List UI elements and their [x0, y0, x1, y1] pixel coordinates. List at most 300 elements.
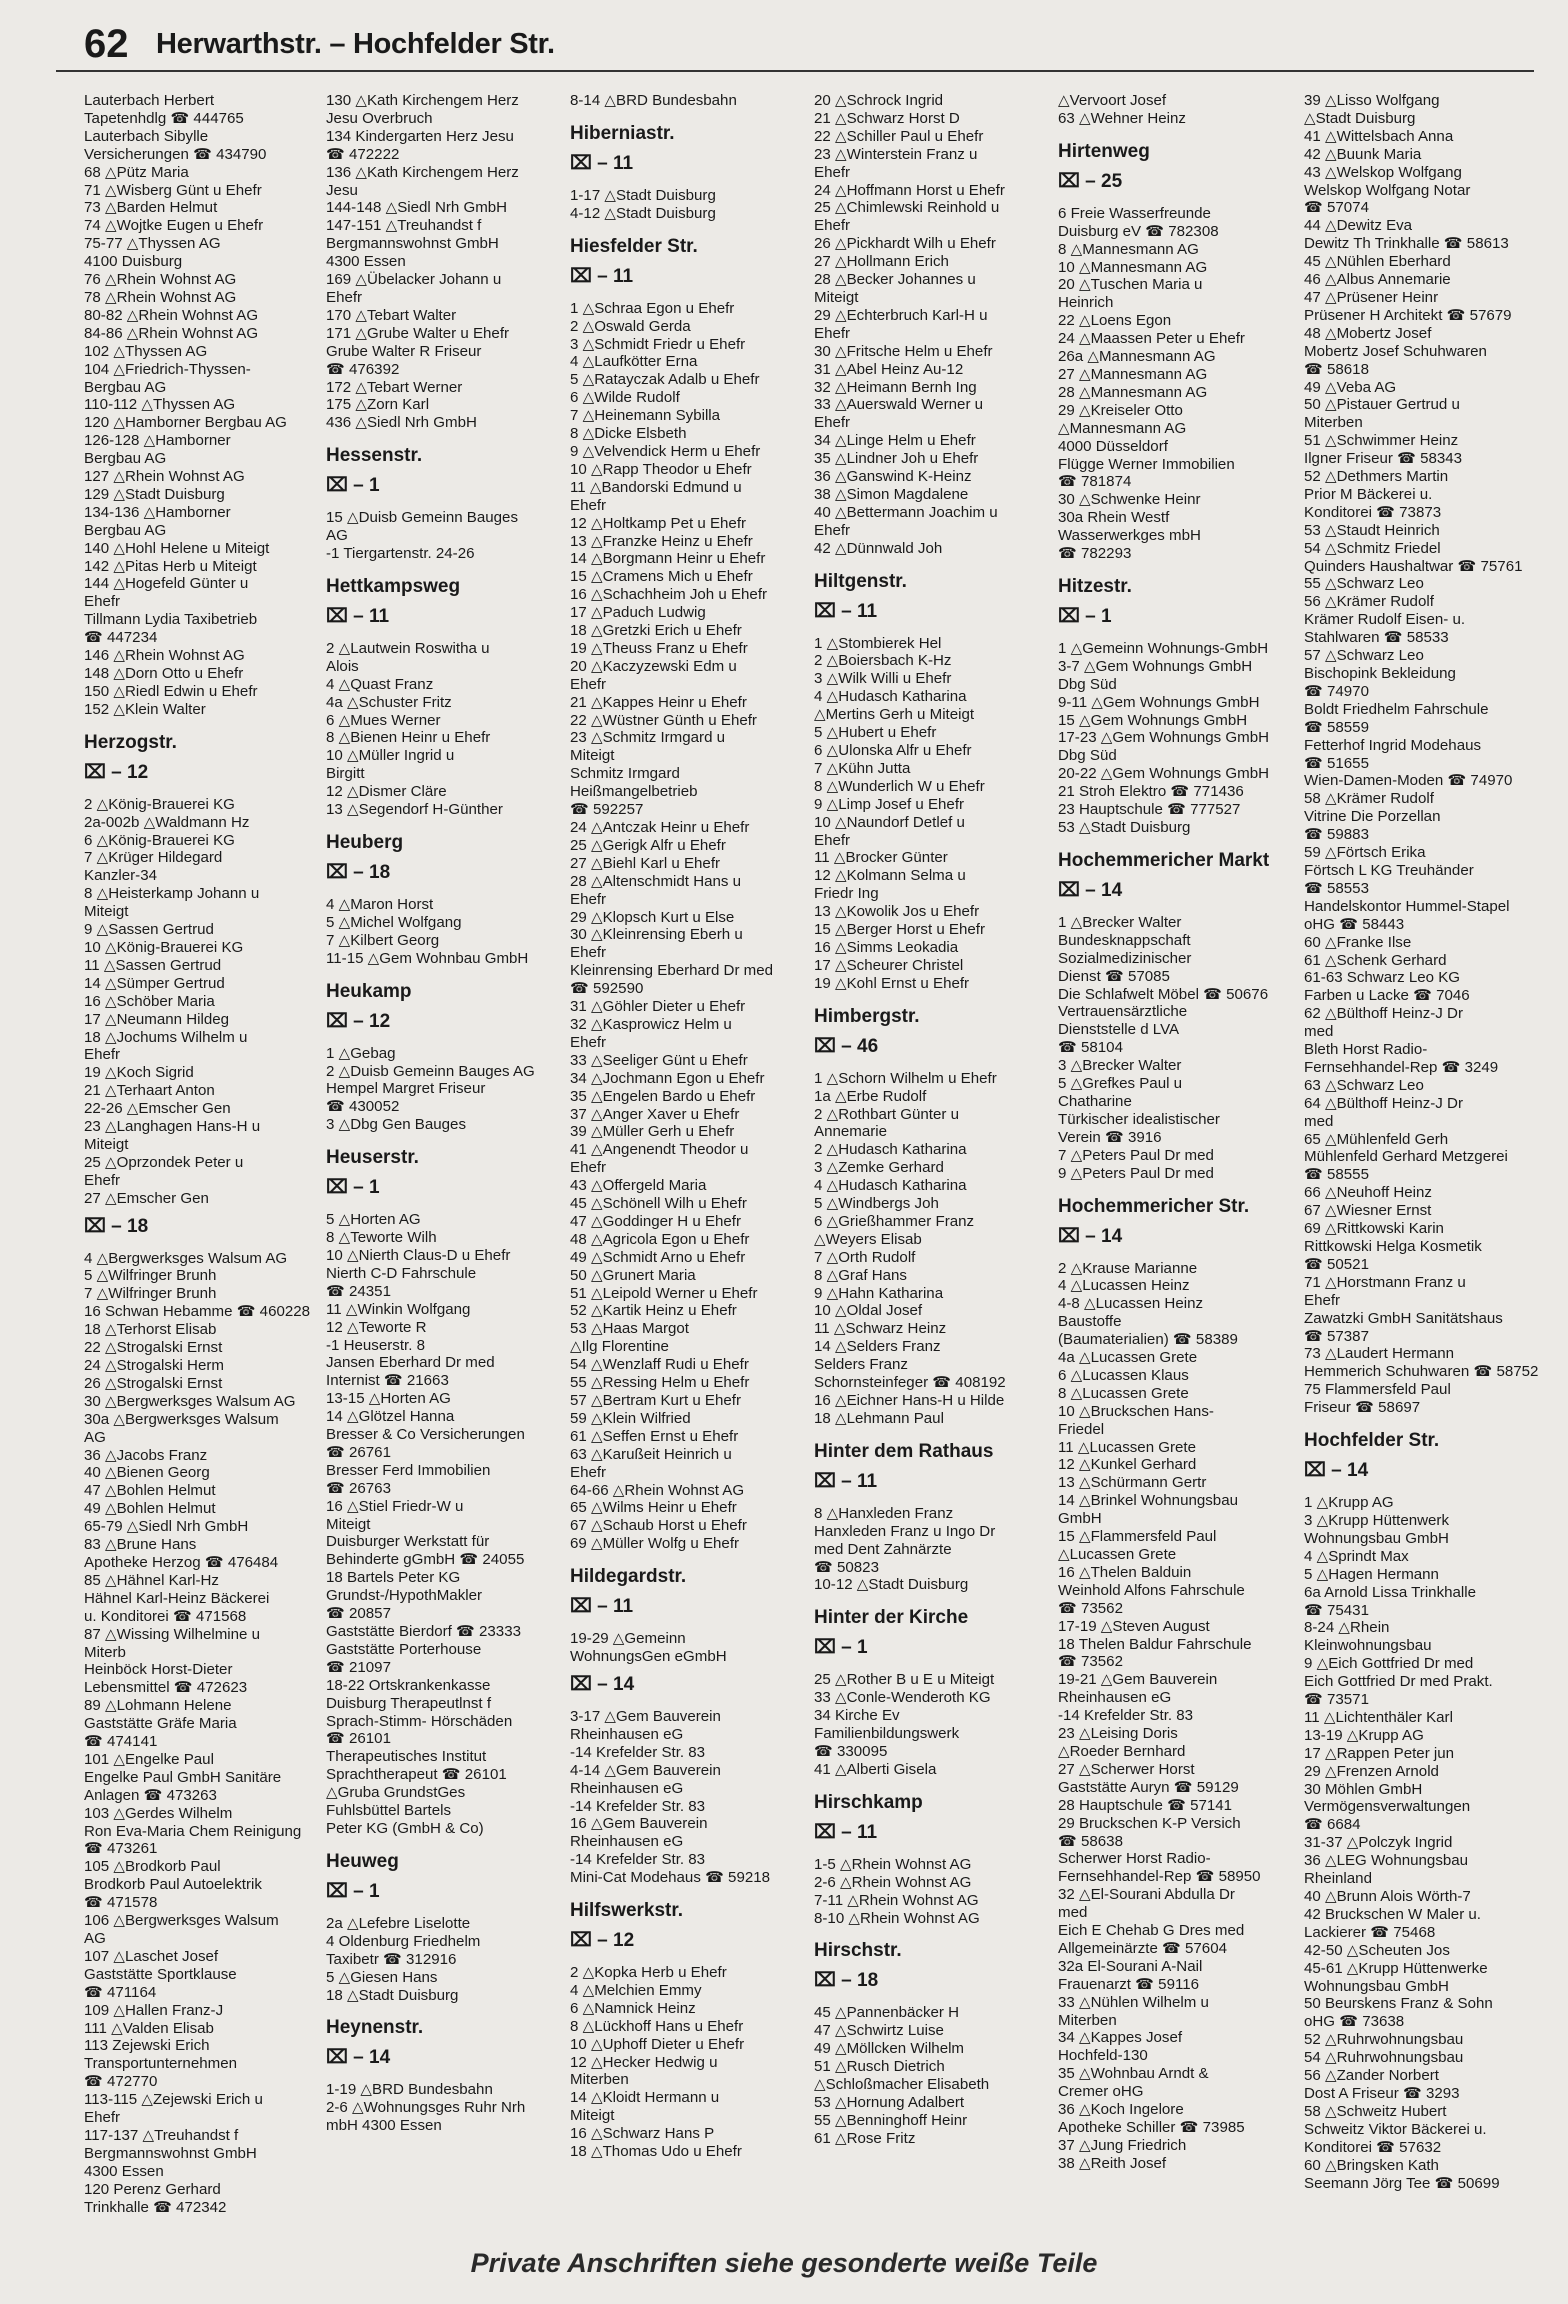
- directory-entry: 50 Beurskens Franz & Sohn: [1304, 1995, 1493, 2013]
- directory-entry: Mühlenfeld Gerhard Metzgerei: [1304, 1148, 1508, 1166]
- directory-entry: ☎ 58555: [1304, 1166, 1369, 1184]
- directory-entry: Friedel: [1058, 1420, 1105, 1438]
- directory-entry: 24 △Antczak Heinr u Ehefr: [570, 819, 750, 836]
- directory-entry: Versicherungen ☎ 434790: [84, 145, 267, 163]
- directory-entry: 1a △Erbe Rudolf: [814, 1087, 927, 1105]
- directory-entry: Lebensmittel ☎ 472623: [84, 1679, 248, 1697]
- directory-entry: Duisburg eV ☎ 782308: [1058, 222, 1219, 240]
- directory-entry: 4-8 △Lucassen Heinz: [1058, 1295, 1204, 1313]
- directory-entry: 20-22 △Gem Wohnungs GmbH: [1058, 765, 1269, 783]
- street-heading: Hirtenweg: [1058, 140, 1150, 162]
- directory-entry: 83 △Brune Hans: [84, 1536, 197, 1554]
- postal-district: ⌧ – 18: [814, 1970, 879, 1992]
- directory-entry: 11 △Brocker Günter: [814, 849, 948, 867]
- directory-entry: 13-19 △Krupp AG: [1304, 1726, 1424, 1744]
- directory-entry: 2 △Boiersbach K-Hz: [814, 652, 952, 670]
- directory-entry: 65 △Wilms Heinr u Ehefr: [570, 1499, 737, 1517]
- directory-entry: 109 △Hallen Franz-J: [84, 2001, 224, 2019]
- directory-entry: 61 △Schenk Gerhard: [1304, 951, 1447, 969]
- directory-entry: 15 △Berger Horst u Ehefr: [814, 921, 986, 939]
- directory-entry: Grube Walter R Friseur: [326, 342, 482, 360]
- directory-entry: Alois: [326, 657, 359, 675]
- directory-entry: Ehefr: [326, 288, 363, 306]
- directory-entry: 9 △Velvendick Herm u Ehefr: [570, 442, 761, 460]
- directory-entry: Fetterhof Ingrid Modehaus: [1304, 736, 1482, 754]
- directory-entry: 2 △Kopka Herb u Ehefr: [570, 1964, 727, 1982]
- directory-entry: 8 △Lückhoff Hans u Ehefr: [570, 2017, 744, 2035]
- directory-entry: Vertrauensärztliche: [1058, 1003, 1188, 1021]
- directory-entry: 9 △Hahn Katharina: [814, 1284, 944, 1302]
- street-heading: Hiesfelder Str.: [570, 235, 698, 257]
- directory-entry: 5 △Grefkes Paul u: [1058, 1075, 1183, 1093]
- directory-entry: 10 △Uphoff Dieter u Ehefr: [570, 2035, 745, 2053]
- postal-district: ⌧ – 14: [1058, 879, 1123, 901]
- directory-entry: Vitrine Die Porzellan: [1304, 808, 1441, 826]
- directory-entry: 8 △Teworte Wilh: [326, 1229, 437, 1247]
- directory-entry: Grundst-/HypothMakler: [326, 1587, 483, 1605]
- directory-entry: 56 △Krämer Rudolf: [1304, 593, 1434, 611]
- directory-entry: 169 △Übelacker Johann u: [326, 271, 502, 289]
- directory-entry: 1 △Krupp AG: [1304, 1494, 1394, 1512]
- directory-entry: ☎ 58638: [1058, 1832, 1123, 1850]
- directory-entry: 9 △Limp Josef u Ehefr: [814, 795, 965, 813]
- directory-entry: Gaststätte Sportklause: [84, 1965, 237, 1983]
- directory-entry: 32 △Heimann Bernh Ing: [814, 378, 977, 396]
- directory-entry: 48 △Mobertz Josef: [1304, 324, 1432, 342]
- directory-entry: Frauenarzt ☎ 59116: [1058, 1975, 1200, 1993]
- directory-entry: 8 △Heisterkamp Johann u: [84, 885, 260, 903]
- directory-entry: ☎ 58618: [1304, 360, 1369, 378]
- directory-entry: 17 △Scheurer Christel: [814, 956, 964, 974]
- directory-entry: 20 △Schrock Ingrid: [814, 92, 944, 109]
- directory-entry: 11 △Schwarz Heinz: [814, 1320, 947, 1338]
- directory-entry: Behinderte gGmbH ☎ 24055: [326, 1551, 525, 1569]
- directory-entry: Ehefr: [814, 521, 851, 539]
- directory-entry: Sprachtherapeut ☎ 26101: [326, 1766, 507, 1784]
- directory-entry: 18 Thelen Baldur Fahrschule: [1058, 1635, 1252, 1653]
- directory-entry: 3 △Dbg Gen Bauges: [326, 1116, 466, 1134]
- directory-entry: 13-15 △Horten AG: [326, 1390, 451, 1408]
- directory-entry: 14 △Kloidt Hermann u: [570, 2089, 720, 2107]
- directory-entry: Ehefr: [570, 1033, 607, 1051]
- directory-entry: ☎ 592590: [570, 980, 644, 998]
- directory-entry: Baustoffe: [1058, 1313, 1122, 1331]
- directory-entry: 113 Zejewski Erich: [84, 2037, 210, 2055]
- directory-entry: 8-10 △Rhein Wohnst AG: [814, 1909, 980, 1927]
- postal-district: ⌧ – 12: [326, 1010, 391, 1032]
- directory-entry: Rheinhausen eG: [570, 1725, 684, 1743]
- directory-entry: 28 △Mannesmann AG: [1058, 383, 1208, 401]
- directory-entry: Lackierer ☎ 75468: [1304, 1923, 1436, 1941]
- street-heading: Hochfelder Str.: [1304, 1430, 1440, 1452]
- directory-entry: Apotheke Schiller ☎ 73985: [1058, 2119, 1245, 2136]
- directory-entry: ☎ 50521: [1304, 1255, 1369, 1273]
- directory-entry: 10 △Nierth Claus-D u Ehefr: [326, 1246, 511, 1264]
- directory-entry: 7 △Wilfringer Brunh: [84, 1285, 217, 1303]
- directory-entry: ☎ 430052: [326, 1098, 400, 1116]
- directory-entry: 10 △Rapp Theodor u Ehefr: [570, 460, 752, 478]
- directory-entry: ☎ 472222: [326, 145, 400, 163]
- directory-entry: Brodkorb Paul Autoelektrik: [84, 1876, 262, 1894]
- directory-entry: 3 △Brecker Walter: [1058, 1057, 1182, 1075]
- directory-entry: 172 △Tebart Werner: [326, 378, 463, 396]
- directory-entry: 10-12 △Stadt Duisburg: [814, 1576, 969, 1594]
- directory-entry: 16 △Simms Leokadia: [814, 938, 959, 956]
- directory-entry: 27 △Scherwer Horst: [1058, 1760, 1195, 1778]
- directory-entry: 6 Freie Wasserfreunde: [1058, 204, 1211, 222]
- directory-entry: Ehefr: [570, 675, 607, 693]
- directory-entry: med: [1304, 1112, 1334, 1130]
- directory-entry: 142 △Pitas Herb u Miteigt: [84, 557, 257, 575]
- directory-entry: 26a △Mannesmann AG: [1058, 348, 1216, 366]
- directory-entry: ☎ 471164: [84, 1983, 157, 2001]
- directory-entry: 69 △Müller Wolfg u Ehefr: [570, 1535, 740, 1553]
- directory-entry: ☎ 6684: [1304, 1816, 1361, 1834]
- directory-entry: 51 △Rusch Dietrich: [814, 2058, 945, 2076]
- directory-entry: 23 Hauptschule ☎ 777527: [1058, 801, 1241, 819]
- directory-entry: 24 △Strogalski Herm: [84, 1357, 224, 1374]
- directory-entry: 35 △Lindner Joh u Ehefr: [814, 450, 979, 468]
- directory-entry: 29 △Klopsch Kurt u Else: [570, 908, 735, 926]
- directory-entry: 14 △Glötzel Hanna: [326, 1408, 455, 1426]
- directory-entry: △Vervoort Josef: [1058, 92, 1167, 109]
- directory-entry: 33 △Nühlen Wilhelm u: [1058, 1993, 1209, 2011]
- directory-entry: (Baumaterialien) ☎ 58389: [1058, 1331, 1238, 1349]
- directory-entry: 1-5 △Rhein Wohnst AG: [814, 1855, 972, 1873]
- directory-entry: Friseur ☎ 58697: [1304, 1399, 1421, 1417]
- directory-entry: 1 △Schraa Egon u Ehefr: [570, 299, 735, 317]
- street-heading: Heuserstr.: [326, 1147, 419, 1169]
- directory-entry: Wien-Damen-Moden ☎ 74970: [1304, 772, 1513, 790]
- directory-entry: 3-7 △Gem Wohnungs GmbH: [1058, 657, 1253, 675]
- directory-entry: 65-79 △Siedl Nrh GmbH: [84, 1518, 249, 1536]
- directory-entry: 38 △Simon Magdalene: [814, 485, 969, 503]
- directory-entry: 64 △Bülthoff Heinz-J Dr: [1304, 1094, 1463, 1112]
- directory-entry: 45 △Schönell Wilh u Ehefr: [570, 1195, 747, 1213]
- street-heading: Hilfswerkstr.: [570, 1900, 683, 1922]
- directory-entry: Rheinland: [1304, 1870, 1372, 1888]
- directory-entry: 73 △Laudert Hermann: [1304, 1345, 1455, 1363]
- directory-entry: 34 △Linge Helm u Ehefr: [814, 432, 976, 450]
- directory-entry: 30 △Schwenke Heinr: [1058, 491, 1201, 509]
- directory-entry: Anlagen ☎ 473263: [84, 1786, 217, 1804]
- postal-district: ⌧ – 1: [326, 1880, 380, 1902]
- directory-entry: 148 △Dorn Otto u Ehefr: [84, 665, 244, 682]
- directory-entry: 6 △Grießhammer Franz: [814, 1212, 975, 1230]
- directory-entry: u. Konditorei ☎ 471568: [84, 1607, 247, 1625]
- directory-entry: Kleinwohnungsbau: [1304, 1637, 1432, 1655]
- directory-entry: 23 △Schmitz Irmgard u: [570, 729, 726, 747]
- directory-entry: 2 △Duisb Gemeinn Bauges AG: [326, 1062, 535, 1080]
- directory-entry: 25 △Rother B u E u Miteigt: [814, 1671, 995, 1689]
- directory-entry: Welskop Wolfgang Notar: [1304, 181, 1471, 199]
- directory-entry: △Lucassen Grete: [1058, 1546, 1177, 1563]
- directory-entry: 60 △Franke Ilse: [1304, 933, 1412, 951]
- directory-entry: 15 △Cramens Mich u Ehefr: [570, 568, 753, 586]
- directory-entry: 8 △Lucassen Grete: [1058, 1384, 1189, 1402]
- street-heading: Himbergstr.: [814, 1005, 920, 1027]
- directory-entry: 4a △Lucassen Grete: [1058, 1349, 1198, 1367]
- directory-entry: △Weyers Elisab: [814, 1230, 922, 1248]
- directory-entry: 17-19 △Steven August: [1058, 1617, 1210, 1635]
- directory-entry: Lauterbach Sibylle: [84, 127, 209, 145]
- directory-entry: 42 Bruckschen W Maler u.: [1304, 1905, 1481, 1923]
- directory-entry: △Ilg Florentine: [570, 1338, 669, 1356]
- directory-entry: 69 △Rittkowski Karin: [1304, 1220, 1444, 1238]
- directory-entry: 3 △Schmidt Friedr u Ehefr: [570, 335, 746, 353]
- directory-entry: Farben u Lacke ☎ 7046: [1304, 987, 1470, 1005]
- directory-entry: 16 △Thelen Balduin: [1058, 1563, 1192, 1581]
- directory-entry: 106 △Bergwerksges Walsum: [84, 1912, 279, 1930]
- directory-entry: △Mannesmann AG: [1058, 419, 1187, 437]
- directory-entry: 39 △Müller Gerh u Ehefr: [570, 1123, 735, 1141]
- directory-entry: 25 △Oprzondek Peter u: [84, 1153, 244, 1171]
- footer-note: Private Anschriften siehe gesonderte weiße Teile: [470, 2248, 1098, 2278]
- directory-entry: 134-136 △Hamborner: [84, 503, 231, 521]
- directory-entry: 3 △Zemke Gerhard: [814, 1159, 944, 1177]
- directory-entry: ☎ 73571: [1304, 1691, 1369, 1709]
- directory-entry: 10 △Naundorf Detlef u: [814, 813, 965, 831]
- street-heading: Hildegardstr.: [570, 1566, 687, 1588]
- directory-entry: Prüsener H Architekt ☎ 57679: [1304, 306, 1512, 324]
- directory-entry: Gaststätte Auryn ☎ 59129: [1058, 1778, 1239, 1796]
- directory-entry: 3 △Krupp Hüttenwerk: [1304, 1511, 1450, 1529]
- directory-entry: Ehefr: [570, 944, 607, 962]
- directory-entry: 67 △Wiesner Ernst: [1304, 1202, 1432, 1220]
- directory-entry: Hochfeld-130: [1058, 2047, 1148, 2065]
- directory-entry: 22 △Schiller Paul u Ehefr: [814, 127, 984, 145]
- directory-entry: 55 △Benninghoff Heinr: [814, 2111, 968, 2129]
- directory-entry: 89 △Lohmann Helene: [84, 1697, 232, 1715]
- directory-entry: ☎ 447234: [84, 629, 158, 647]
- directory-entry: Wohnungsbau GmbH: [1304, 1977, 1449, 1995]
- directory-entry: 85 △Hähnel Karl-Hz: [84, 1571, 219, 1589]
- directory-entry: 19 △Koch Sigrid: [84, 1064, 194, 1082]
- directory-entry: 31 △Abel Heinz Au-12: [814, 360, 964, 378]
- directory-entry: 4 △Bergwerksges Walsum AG: [84, 1249, 288, 1267]
- directory-entry: 29 △Echterbruch Karl-H u: [814, 306, 988, 324]
- directory-entry: 49 △Bohlen Helmut: [84, 1500, 216, 1518]
- directory-entry: 18 △Gretzki Erich u Ehefr: [570, 622, 742, 640]
- postal-district: ⌧ – 1: [326, 475, 380, 497]
- directory-entry: 78 △Rhein Wohnst AG: [84, 288, 237, 306]
- directory-entry: 9-11 △Gem Wohnungs GmbH: [1058, 693, 1260, 711]
- directory-entry: Annemarie: [814, 1123, 887, 1141]
- directory-entry: -14 Krefelder Str. 83: [570, 1797, 706, 1815]
- directory-entry: Wasserwerkges mbH: [1058, 527, 1201, 545]
- street-heading: Hirschstr.: [814, 1940, 902, 1962]
- directory-entry: Ehefr: [814, 217, 851, 235]
- directory-entry: Miteigt: [814, 288, 859, 306]
- directory-entry: 13 △Segendorf H-Günther: [326, 801, 503, 819]
- directory-entry: Bischopink Bekleidung: [1304, 665, 1456, 682]
- directory-entry: 64-66 △Rhein Wohnst AG: [570, 1481, 745, 1499]
- directory-entry: Dewitz Th Trinkhalle ☎ 58613: [1304, 235, 1509, 253]
- directory-entry: -14 Krefelder Str. 83: [570, 1851, 706, 1869]
- street-heading: Hochemmericher Markt: [1058, 849, 1270, 871]
- directory-entry: 10 △König-Brauerei KG: [84, 938, 244, 956]
- directory-entry: Mobertz Josef Schuhwaren: [1304, 342, 1487, 360]
- page-title: Herwarthstr. – Hochfelder Str.: [156, 28, 555, 60]
- directory-entry: 4300 Essen: [84, 2162, 164, 2180]
- directory-entry: 6 △Lucassen Klaus: [1058, 1366, 1189, 1384]
- street-heading: Hochemmericher Str.: [1058, 1195, 1250, 1217]
- directory-entry: Ehefr: [84, 1046, 121, 1064]
- directory-entry: Rheinhausen eG: [1058, 1689, 1172, 1707]
- directory-entry: 20 △Tuschen Maria u: [1058, 276, 1203, 294]
- directory-entry: 30a △Bergwerksges Walsum: [84, 1410, 279, 1428]
- directory-entry: Miteigt: [326, 1515, 371, 1533]
- directory-entry: 65 △Mühlenfeld Gerh: [1304, 1130, 1449, 1148]
- directory-entry: 45-61 △Krupp Hüttenwerke: [1304, 1959, 1488, 1977]
- directory-entry: 18 △Jochums Wilhelm u: [84, 1028, 248, 1046]
- directory-entry: Dienst ☎ 57085: [1058, 967, 1170, 985]
- directory-entry: 5 △Horten AG: [326, 1211, 421, 1229]
- directory-entry: 117-137 △Treuhandst f: [84, 2126, 239, 2144]
- directory-entry: 19 △Kohl Ernst u Ehefr: [814, 974, 970, 992]
- directory-entry: 42 △Buunk Maria: [1304, 145, 1422, 163]
- directory-entry: 57 △Schwarz Leo: [1304, 647, 1424, 665]
- directory-entry: 50 △Grunert Maria: [570, 1266, 696, 1284]
- directory-entry: 53 △Staudt Heinrich: [1304, 521, 1440, 539]
- street-heading: Hinter der Kirche: [814, 1607, 969, 1629]
- directory-entry: 51 △Leipold Werner u Ehefr: [570, 1284, 758, 1302]
- directory-entry: Ron Eva-Maria Chem Reinigung: [84, 1822, 302, 1840]
- directory-entry: 17 △Rappen Peter jun: [1304, 1744, 1455, 1762]
- postal-district: ⌧ – 11: [814, 1821, 878, 1843]
- directory-entry: ☎ 58553: [1304, 879, 1369, 897]
- directory-entry: 45 △Pannenbäcker H: [814, 2004, 960, 2022]
- directory-entry: 33 △Auerswald Werner u: [814, 396, 984, 414]
- directory-entry: 41 △Alberti Gisela: [814, 1760, 937, 1778]
- directory-entry: 27 △Mannesmann AG: [1058, 365, 1208, 383]
- directory-entry: 1-17 △Stadt Duisburg: [570, 186, 716, 204]
- directory-entry: Ehefr: [570, 496, 607, 514]
- directory-entry: ☎ 73562: [1058, 1599, 1123, 1617]
- directory-entry: 12 △Holtkamp Pet u Ehefr: [570, 514, 747, 532]
- directory-entry: 4 △Laufkötter Erna: [570, 353, 698, 371]
- directory-entry: 136 △Kath Kirchengem Herz: [326, 163, 519, 181]
- directory-entry: 5 △Wilfringer Brunh: [84, 1267, 217, 1285]
- directory-entry: 52 △Dethmers Martin: [1304, 468, 1449, 486]
- directory-entry: Sozialmedizinischer: [1058, 949, 1192, 967]
- directory-entry: 7 △Heinemann Sybilla: [570, 407, 721, 425]
- directory-entry: Seemann Jörg Tee ☎ 50699: [1304, 2174, 1500, 2192]
- directory-entry: 5 △Windbergs Joh: [814, 1195, 939, 1213]
- directory-entry: Selders Franz: [814, 1356, 908, 1374]
- directory-entry: 126-128 △Hamborner: [84, 432, 231, 450]
- directory-entry: 146 △Rhein Wohnst AG: [84, 647, 245, 665]
- directory-entry: Rheinhausen eG: [570, 1833, 684, 1851]
- directory-entry: Eich E Chehab G Dres med: [1058, 1922, 1245, 1940]
- directory-entry: Hähnel Karl-Heinz Bäckerei: [84, 1589, 270, 1607]
- directory-entry: 2 △Lautwein Roswitha u: [326, 639, 490, 657]
- directory-entry: 1 △Brecker Walter: [1058, 913, 1182, 931]
- directory-entry: Ehefr: [814, 414, 851, 432]
- directory-entry: Duisburger Werkstatt für: [326, 1533, 490, 1551]
- directory-entry: 37 △Anger Xaver u Ehefr: [570, 1105, 740, 1123]
- street-heading: Hiberniastr.: [570, 122, 675, 144]
- directory-entry: 49 △Möllcken Wilhelm: [814, 2040, 965, 2058]
- directory-entry: Dbg Süd: [1058, 747, 1117, 765]
- directory-entry: Rheinhausen eG: [570, 1779, 684, 1797]
- directory-entry: 15 △Flammersfeld Paul: [1058, 1528, 1217, 1546]
- directory-entry: 80-82 △Rhein Wohnst AG: [84, 306, 259, 324]
- directory-entry: 84-86 △Rhein Wohnst AG: [84, 324, 259, 342]
- directory-entry: 8 △Mannesmann AG: [1058, 240, 1199, 258]
- directory-entry: 26 △Strogalski Ernst: [84, 1374, 223, 1392]
- directory-entry: 16 △Gem Bauverein: [570, 1815, 708, 1833]
- directory-entry: 140 △Hohl Helene u Miteigt: [84, 539, 270, 557]
- directory-entry: Ehefr: [84, 2109, 121, 2127]
- directory-entry: 129 △Stadt Duisburg: [84, 485, 225, 503]
- directory-entry: 7-11 △Rhein Wohnst AG: [814, 1891, 979, 1909]
- page-number: 62: [84, 22, 129, 66]
- directory-entry: 56 △Zander Norbert: [1304, 2067, 1439, 2085]
- directory-entry: 4 Oldenburg Friedhelm: [326, 1932, 481, 1950]
- directory-entry: 18 △Stadt Duisburg: [326, 1986, 459, 2004]
- directory-column-4: [814, 92, 1052, 2148]
- directory-entry: 171 △Grube Walter u Ehefr: [326, 324, 510, 342]
- directory-entry: GmbH: [1058, 1510, 1102, 1528]
- directory-entry: 7 △Kühn Jutta: [814, 759, 911, 777]
- directory-entry: 2 △Hudasch Katharina: [814, 1141, 967, 1159]
- directory-entry: 17-23 △Gem Wohnungs GmbH: [1058, 729, 1269, 747]
- directory-entry: Ehefr: [570, 1159, 607, 1177]
- directory-entry: 7 △Peters Paul Dr med: [1058, 1146, 1214, 1164]
- directory-entry: 23 △Leising Doris: [1058, 1725, 1178, 1743]
- street-heading: Heukamp: [326, 980, 412, 1002]
- directory-entry: Mini-Cat Modehaus ☎ 59218: [570, 1869, 771, 1887]
- directory-entry: 15 △Gem Wohnungs GmbH: [1058, 711, 1248, 729]
- directory-entry: Bresser & Co Versicherungen: [326, 1426, 525, 1444]
- directory-entry: Friedr Ing: [814, 885, 879, 903]
- directory-entry: 40 △Brunn Alois Wörth-7: [1304, 1888, 1471, 1905]
- directory-entry: 17 △Paduch Ludwig: [570, 604, 706, 622]
- directory-entry: ☎ 473261: [84, 1840, 158, 1858]
- directory-entry: Ehefr: [1304, 1291, 1341, 1309]
- directory-entry: 18-22 Ortskrankenkasse: [326, 1676, 491, 1694]
- directory-entry: 53 △Haas Margot: [570, 1320, 689, 1338]
- directory-entry: Konditorei ☎ 73873: [1304, 503, 1442, 521]
- directory-entry: 101 △Engelke Paul: [84, 1750, 214, 1768]
- directory-entry: 42 △Dünnwald Joh: [814, 539, 943, 557]
- directory-entry: 16 △Schöber Maria: [84, 992, 215, 1010]
- directory-entry: ☎ 57074: [1304, 199, 1369, 217]
- directory-entry: ☎ 26763: [326, 1479, 391, 1497]
- directory-entry: 36 △Ganswind K-Heinz: [814, 468, 972, 486]
- directory-entry: Trinkhalle ☎ 472342: [84, 2198, 227, 2216]
- directory-entry: 59 △Klein Wilfried: [570, 1409, 691, 1427]
- directory-entry: Handelskontor Hummel-Stapel: [1304, 897, 1510, 915]
- directory-entry: 42-50 △Scheuten Jos: [1304, 1941, 1450, 1959]
- directory-entry: 50 △Pistauer Gertrud u: [1304, 396, 1460, 414]
- directory-entry: ☎ 782293: [1058, 545, 1132, 563]
- directory-entry: 73 △Barden Helmut: [84, 199, 218, 217]
- directory-entry: 4 △Hudasch Katharina: [814, 1177, 967, 1195]
- directory-entry: mbH 4300 Essen: [326, 2117, 442, 2135]
- directory-entry: 23 △Langhagen Hans-H u: [84, 1118, 261, 1136]
- directory-entry: 105 △Brodkorb Paul: [84, 1858, 221, 1876]
- directory-entry: 103 △Gerdes Wilhelm: [84, 1804, 233, 1822]
- directory-entry: ☎ 472770: [84, 2073, 158, 2091]
- directory-entry: 28 Hauptschule ☎ 57141: [1058, 1796, 1233, 1814]
- directory-entry: 49 △Veba AG: [1304, 378, 1397, 396]
- directory-entry: -1 Heuserstr. 8: [326, 1336, 425, 1354]
- directory-entry: 31 △Göhler Dieter u Ehefr: [570, 998, 746, 1016]
- directory-entry: 4000 Düsseldorf: [1058, 437, 1168, 455]
- directory-entry: Fernsehhandel-Rep ☎ 58950: [1058, 1868, 1261, 1886]
